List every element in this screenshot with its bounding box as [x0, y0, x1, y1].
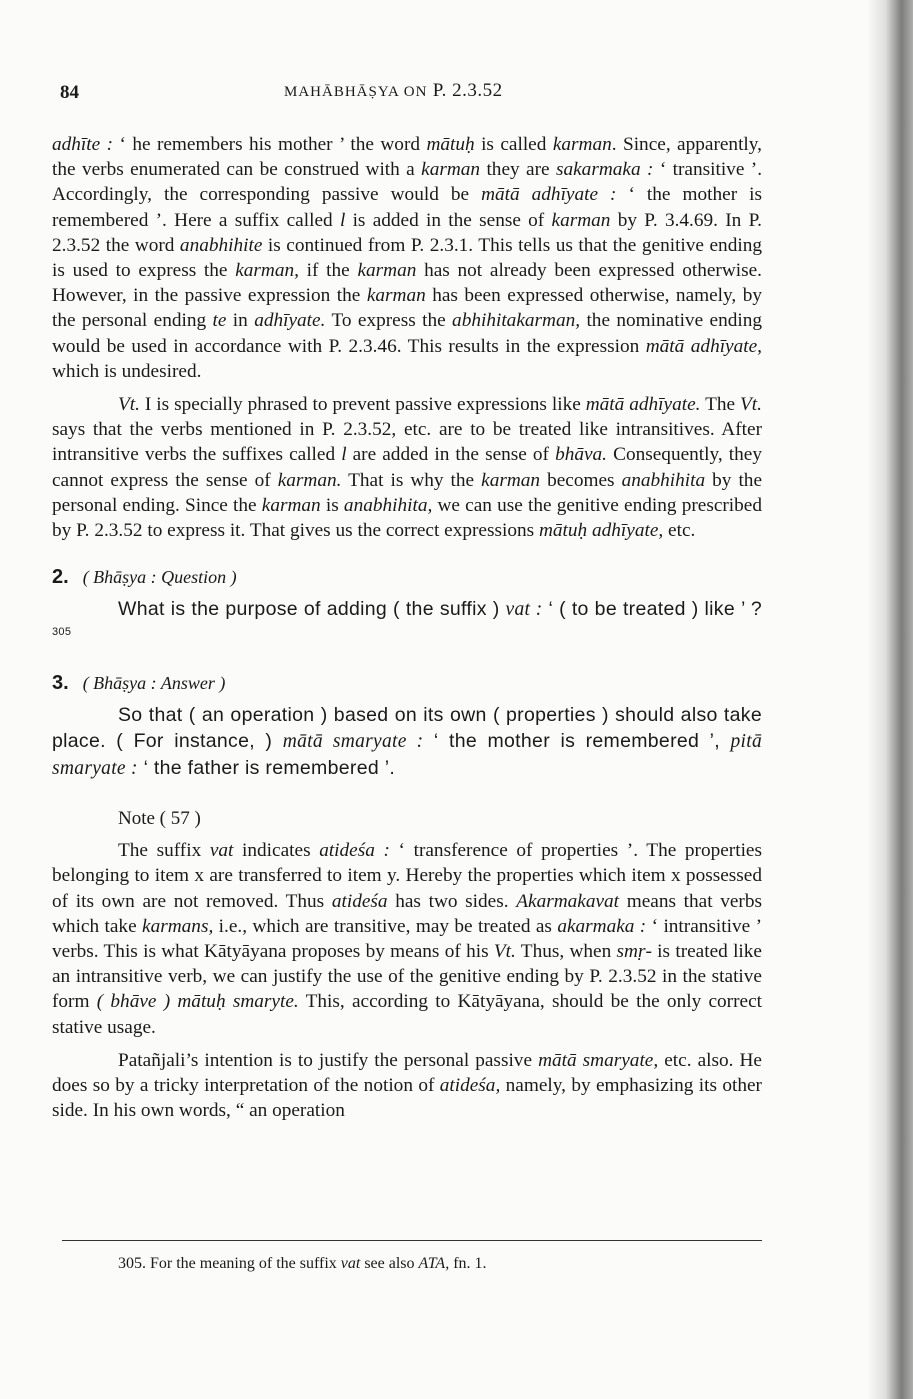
section-number: 2. — [52, 566, 69, 589]
footnote-305: 305. For the meaning of the suffix vat see also ATA, fn. 1. — [118, 1255, 487, 1272]
page-body — [52, 78, 762, 1123]
note-paragraph-2: Patañjali’s intention is to justify the personal passive mātā smaryate, etc. also. He does so by a tricky interpretation of the notion of atideśa, namely, by emphasizing its other side. In his own words, “ an operation — [52, 1049, 762, 1122]
section-label: ( Bhāṣya : Question ) — [82, 567, 237, 588]
section-label: ( Bhāṣya : Answer ) — [82, 673, 226, 694]
section-2-heading — [52, 565, 762, 590]
running-title — [284, 80, 503, 102]
footnote-rule — [62, 1240, 762, 1241]
running-title-ref: P. 2.3.52 — [432, 80, 503, 101]
page-edge-shadow — [867, 0, 913, 1399]
note-heading: Note ( 57 ) — [118, 808, 201, 830]
paragraph-2: Vt. I is specially phrased to prevent passive expressions like mātā adhīyate. The Vt. says that the verbs mentioned in P. 2.3.52, etc. are to be treated like intransitives. After intransitive verbs the suffixes called l are added in the sense of bhāva. Consequently, they cannot express the sense of karman. That is why the karman becomes anabhihita by the personal ending. Since the karman is anabhihita, we can use the genitive ending prescribed by P. 2.3.52 to express it. That gives us the correct expressions mātuḥ adhīyate, etc. — [52, 394, 762, 542]
section-number: 3. — [52, 672, 69, 695]
note-paragraph-1: The suffix vat indicates atideśa : ‘ transference of properties ’. The properties belonging to item x are transferred to item y. Hereby the properties which item x possessed of its own are not removed. Thus atideśa has two sides. Akarmakavat means that verbs which take karmans, i.e., which are transitive, may be treated as akarmaka : ‘ intransitive ’ verbs. This is what Kātyāyana proposes by means of his Vt. Thus, when smṛ- is treated like an intransitive verb, we can justify the use of the genitive ending by P. 2.3.52 in the stative form ( bhāve ) mātuḥ smaryte. This, according to Kātyāyana, should be the only correct stative usage. — [52, 840, 762, 1038]
section-3-heading — [52, 671, 762, 696]
page-number: 84 — [60, 82, 79, 103]
running-header — [52, 78, 762, 108]
paragraph-1: adhīte : ‘ he remembers his mother ’ the word mātuḥ is called karman. Since, apparently, the verbs enumerated can be construed with a karman they are sakarmaka : ‘ transitive ’. Accordingly, the corresponding passive would be mātā adhīyate : ‘ the mother is remembered ’. Here a suffix called l is added in the sense of karman by P. 3.4.69. In P. 2.3.52 the word anabhihite is continued from P. 2.3.1. This tells us that the genitive ending is used to express the karman, if the karman has not already been expressed otherwise. However, in the passive expression the karman has been expressed otherwise, namely, by the personal ending te in adhīyate. To express the abhihitakarman, the nominative ending would be used in accordance with P. 2.3.46. This results in the expression mātā adhīyate, which is undesired. — [52, 134, 763, 382]
running-title-text: MAHĀBHĀṢYA ON — [284, 84, 428, 100]
section-3-translation: So that ( an operation ) based on its own ( properties ) should also take place. ( For instance, ) mātā smaryate : ‘ the mother is remembered ’, pitā smaryate : ‘ the father is remembered ’. — [52, 704, 762, 780]
footnote-ref: 305 — [52, 626, 72, 639]
section-2-translation: What is the purpose of adding ( the suffix ) vat : ‘ ( to be treated ) like ’ ?$^{305}$ — [52, 598, 762, 639]
